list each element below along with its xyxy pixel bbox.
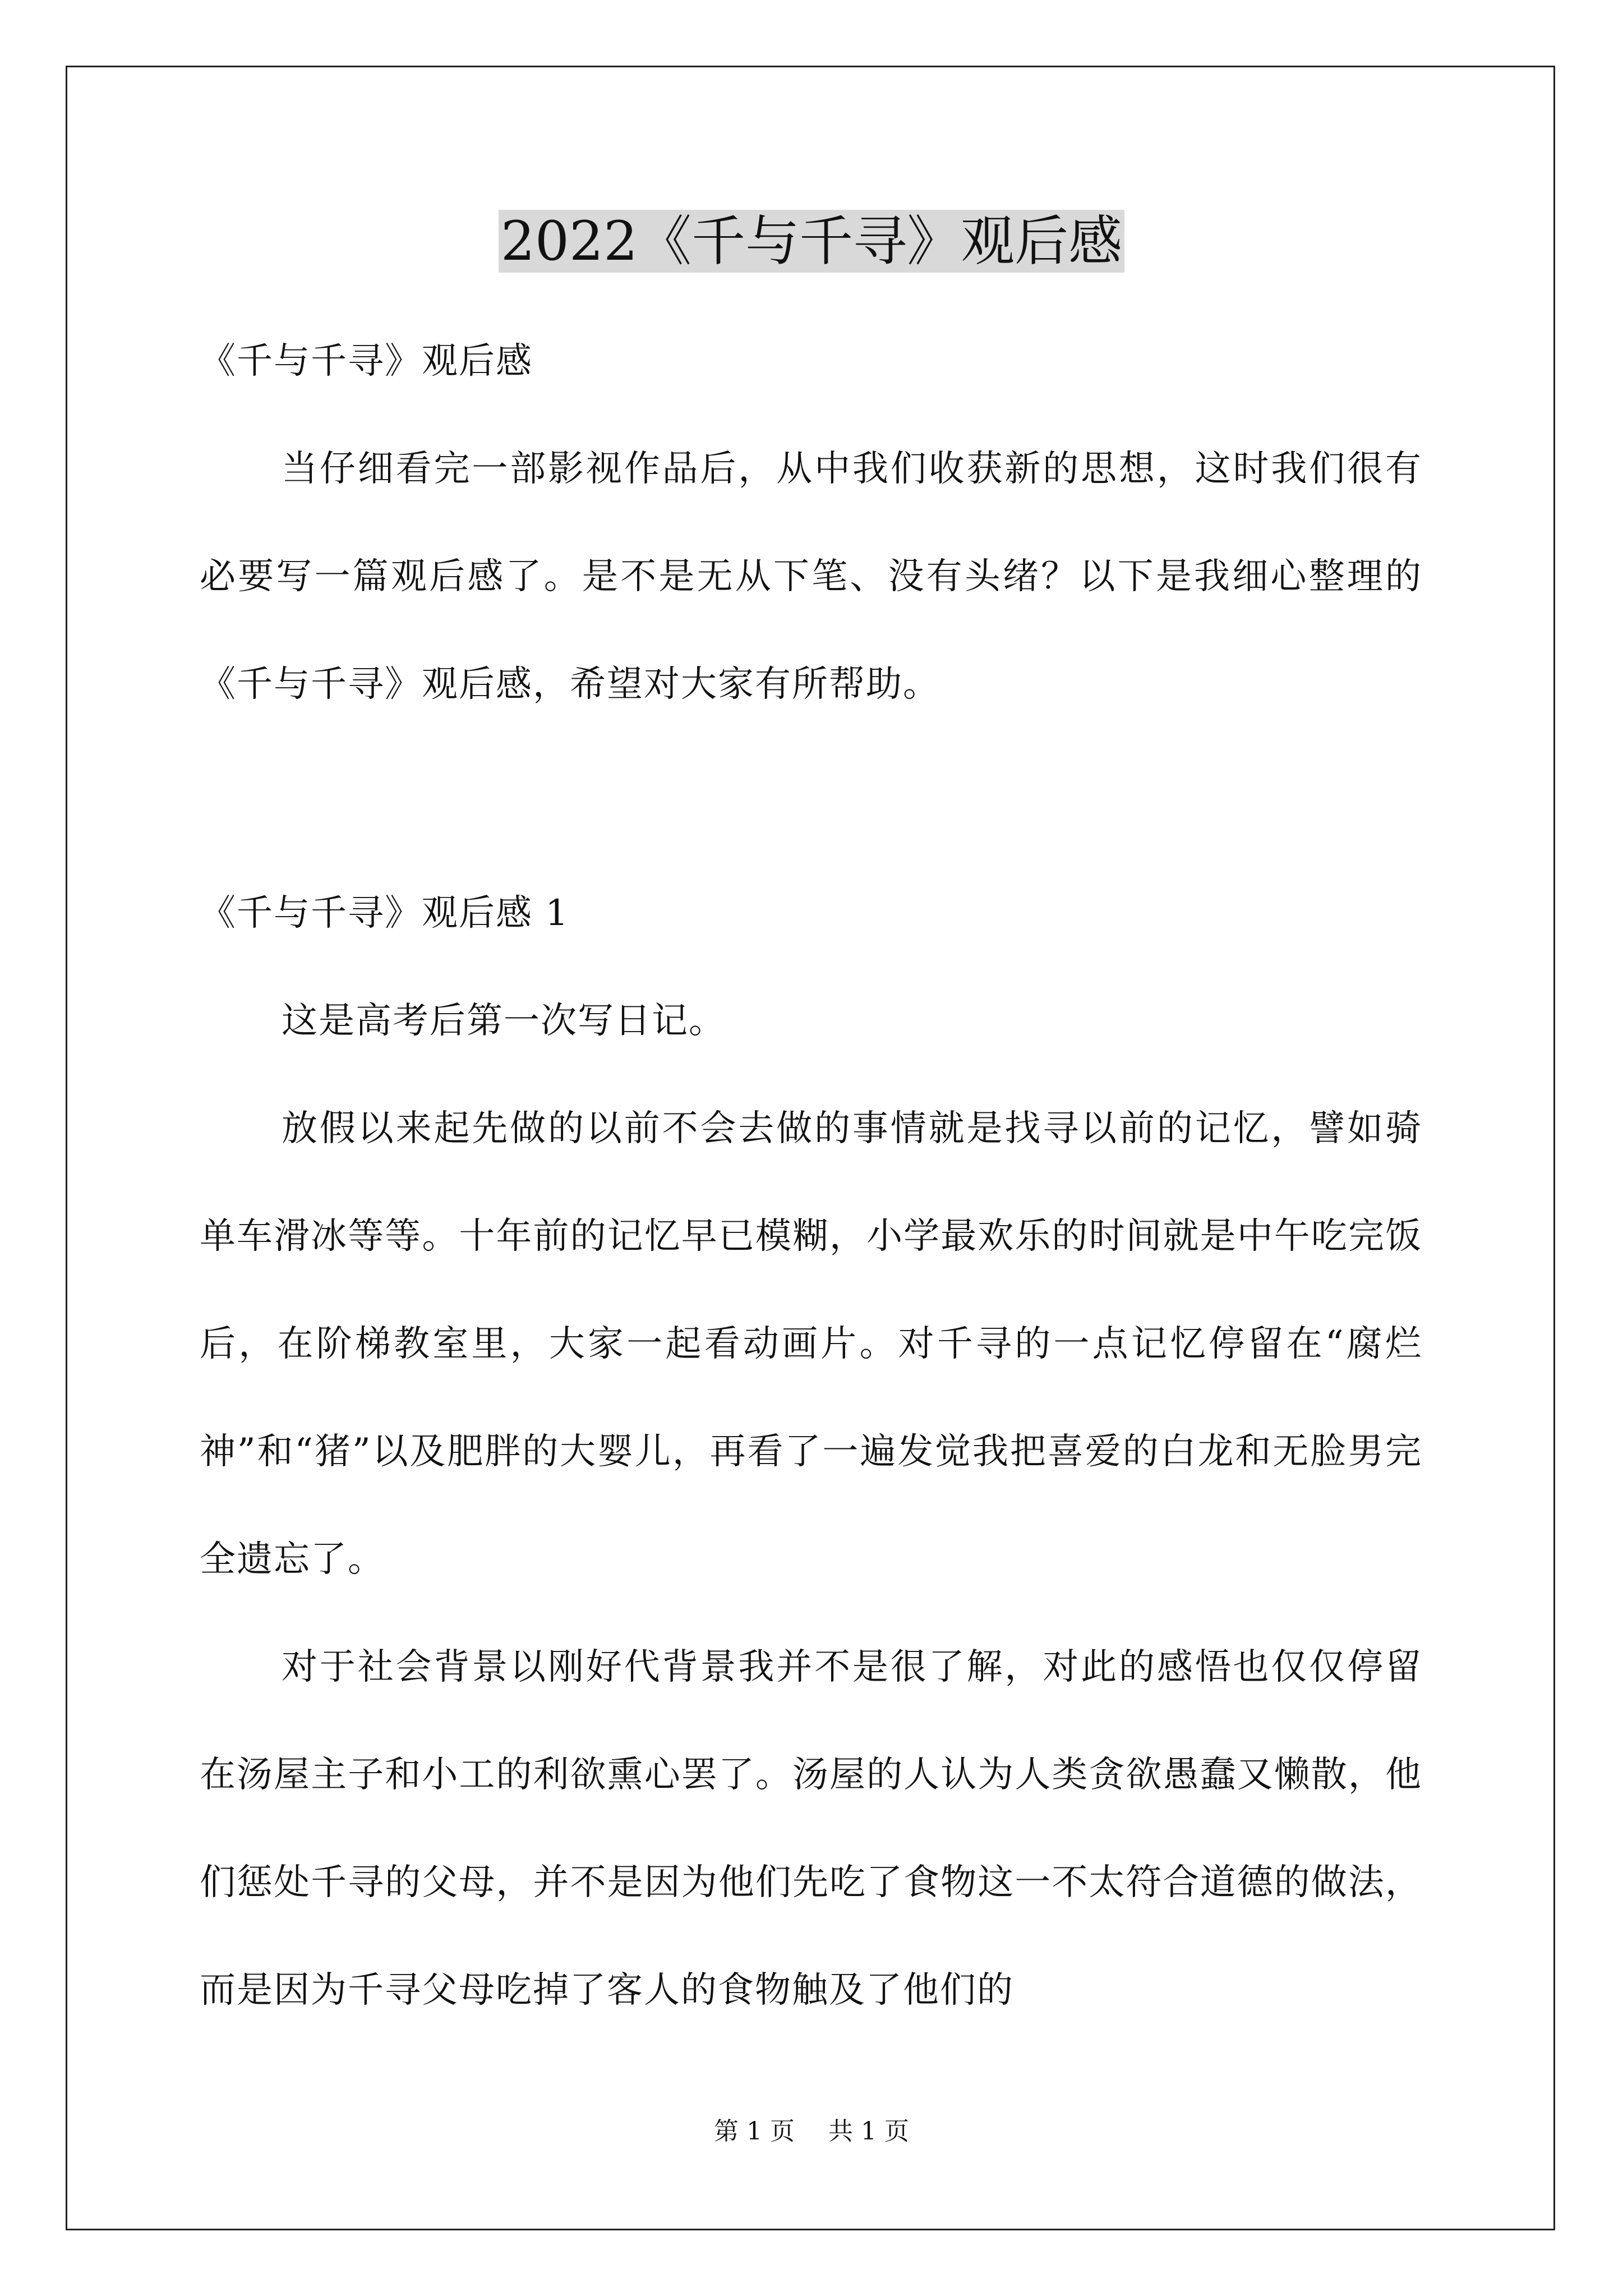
page-number: 第 1 页	[714, 2117, 795, 2146]
section-1-paragraph: 对于社会背景以刚好代背景我并不是很了解，对此的感悟也仅仅停留在汤屋主子和小工的利欲熏心罢了。汤屋的人认为人类贪欲愚蠢又懒散，他们惩处千寻的父母，并不是因为他们先吃了食物这一不太符合道德的做法，而是因为千寻父母吃掉了客人的食物触及了他们的	[200, 1646, 1422, 2011]
document-title-text: 2022《千与千寻》观后感	[499, 210, 1124, 273]
page-footer	[0, 2115, 1623, 2148]
section-1-paragraph: 这是高考后第一次写日记。	[282, 1000, 726, 1042]
section-1-heading: 《千与千寻》观后感 1	[200, 892, 570, 934]
page-total: 共 1 页	[828, 2117, 909, 2146]
section-1-paragraph: 放假以来起先做的以前不会去做的事情就是找寻以前的记忆，譬如骑单车滑冰等等。十年前的记忆早已模糊，小学最欢乐的时间就是中午吃完饭后，在阶梯教室里，大家一起看动画片。对千寻的一点记忆停留在“腐烂神”和“猪”以及肥胖的大婴儿，再看了一遍发觉我把喜爱的白龙和无脸男完全遗忘了。	[200, 1108, 1422, 1580]
intro-heading: 《千与千寻》观后感	[200, 341, 533, 382]
section-1	[200, 859, 1422, 2044]
intro-section	[200, 307, 1422, 738]
document-title	[0, 202, 1623, 280]
intro-paragraph: 当仔细看完一部影视作品后，从中我们收获新的思想，这时我们很有必要写一篇观后感了。是不是无从下笔、没有头绪？以下是我细心整理的《千与千寻》观后感，希望对大家有所帮助。	[200, 448, 1422, 705]
